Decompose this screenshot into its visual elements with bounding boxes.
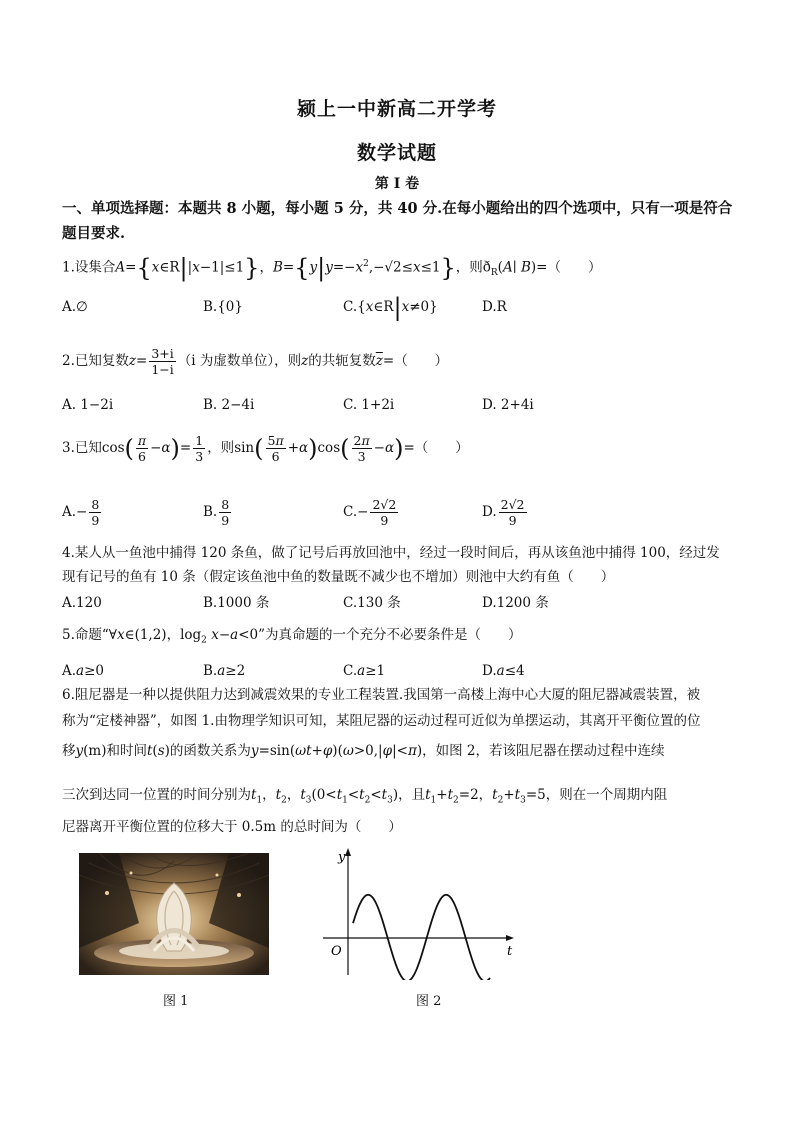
q3-option-a: A.− $\frac{8}{9}$ <box>62 497 100 528</box>
q4-option-a: A.120 <box>62 595 102 611</box>
y-axis-label: y <box>338 850 346 865</box>
question-2: 2.已知复数z= $\frac{3+i}{1-i}$ （i 为虚数单位），则z的共轭复数$\overline{z}=$（ ） <box>62 346 449 377</box>
q1-option-b: B.{0} <box>203 299 243 315</box>
y-axis-arrow <box>345 848 351 856</box>
question-6-line-4: 三次到达同一位置的时间分别为$t_1$，$t_2$，$t_3(0<t_1<t_2<t_3)$，且$t_1+t_2=2$，$t_2+t_3=5$，则在一个周期内阻 <box>62 787 668 806</box>
q2-option-b: B. 2−4i <box>203 397 255 413</box>
figure-2-caption: 图 2 <box>416 994 442 1009</box>
volume-label: 第 I 卷 <box>374 176 420 192</box>
x-axis-label: t <box>507 944 513 959</box>
exam-title: 颍上一中新高二开学考 <box>296 98 497 120</box>
q5-option-b: B.a≥2 <box>203 663 246 679</box>
q1-option-c: C.{x∈R|x≠0} <box>343 293 438 322</box>
q5-option-a: A.a≥0 <box>62 663 105 679</box>
q5-option-c: C.a≥1 <box>343 663 386 679</box>
x-axis-arrow <box>506 935 514 941</box>
origin-label: O <box>331 944 342 959</box>
q2-option-a: A. 1−2i <box>62 397 114 413</box>
q1-option-a: A.∅ <box>62 299 88 315</box>
question-1: 1.设集合A={x∈R||x−1|≤1}，$B=\{y|y=-x^2,-√2\le x\le 1\}$，则$ð_R(A∣$ B)=（ ） <box>62 254 602 282</box>
q5-option-d: D.a≤4 <box>482 663 525 679</box>
question-4-line-1: 4.某人从一鱼池中捕得 120 条鱼，做了记号后再放回池中，经过一段时间后，再从该鱼池中捕得 100，经过发 <box>62 545 720 561</box>
q3-option-b: B. $\frac{8}{9}$ <box>203 497 230 528</box>
q2-option-c: C. 1+2i <box>343 397 395 413</box>
question-4-line-2: 现有记号的鱼有 10 条（假定该鱼池中鱼的数量既不减少也不增加）则池中大约有鱼（ ） <box>62 569 615 585</box>
q3-option-c: C.− $\frac{2√2}{9}$ <box>343 497 397 528</box>
q1-option-d: D.R <box>482 299 507 315</box>
figure-1-caption: 图 1 <box>163 994 189 1009</box>
question-6-line-3: 移y(m)和时间t(s)的函数关系为y=sin(ωt+φ)(ω>0,|φ|<π)，如图 2，若该阻尼器在摆动过程中连续 <box>62 743 665 759</box>
section-heading: 一、单项选择题：本题共 8 小题，每小题 5 分，共 40 分.在每小题给出的四个选项中，只有一项是符合题目要求. <box>62 200 733 242</box>
figure-2-sine-graph <box>318 845 523 980</box>
q4-option-b: B.1000 条 <box>203 595 270 611</box>
question-6-line-1: 6.阻尼器是一种以提供阻力达到减震效果的专业工程装置.我国第一高楼上海中心大厦的阻尼器减震装置，被 <box>62 687 701 703</box>
question-3: 3.已知cos( $\frac{\pi}{6}$ −α)= $\frac{1}{3}$ ，则sin( $\frac{5\pi}{6}$ +α)cos( $\frac{2\pi}{3}$ −α)=（ ） <box>62 433 469 464</box>
exam-subtitle: 数学试题 <box>356 142 437 164</box>
question-6-line-2: 称为“定楼神器”，如图 1.由物理学知识可知，某阻尼器的运动过程可近似为单摆运动，其离开平衡位置的位 <box>62 713 701 729</box>
damper-illustration <box>79 853 269 975</box>
question-6-line-5: 尼器离开平衡位置的位移大于 0.5m 的总时间为（ ） <box>62 819 402 835</box>
q2-option-d: D. 2+4i <box>482 397 534 413</box>
q3-option-d: D. $\frac{2√2}{9}$ <box>482 497 525 528</box>
figure-1-damper-photo <box>79 853 269 975</box>
q4-option-c: C.130 条 <box>343 595 401 611</box>
q4-option-d: D.1200 条 <box>482 595 549 611</box>
question-5: 5.命题“∀x∈(1,2)，$\log_2 x-a<0$”为真命题的一个充分不必要条件是（ ） <box>62 627 522 646</box>
